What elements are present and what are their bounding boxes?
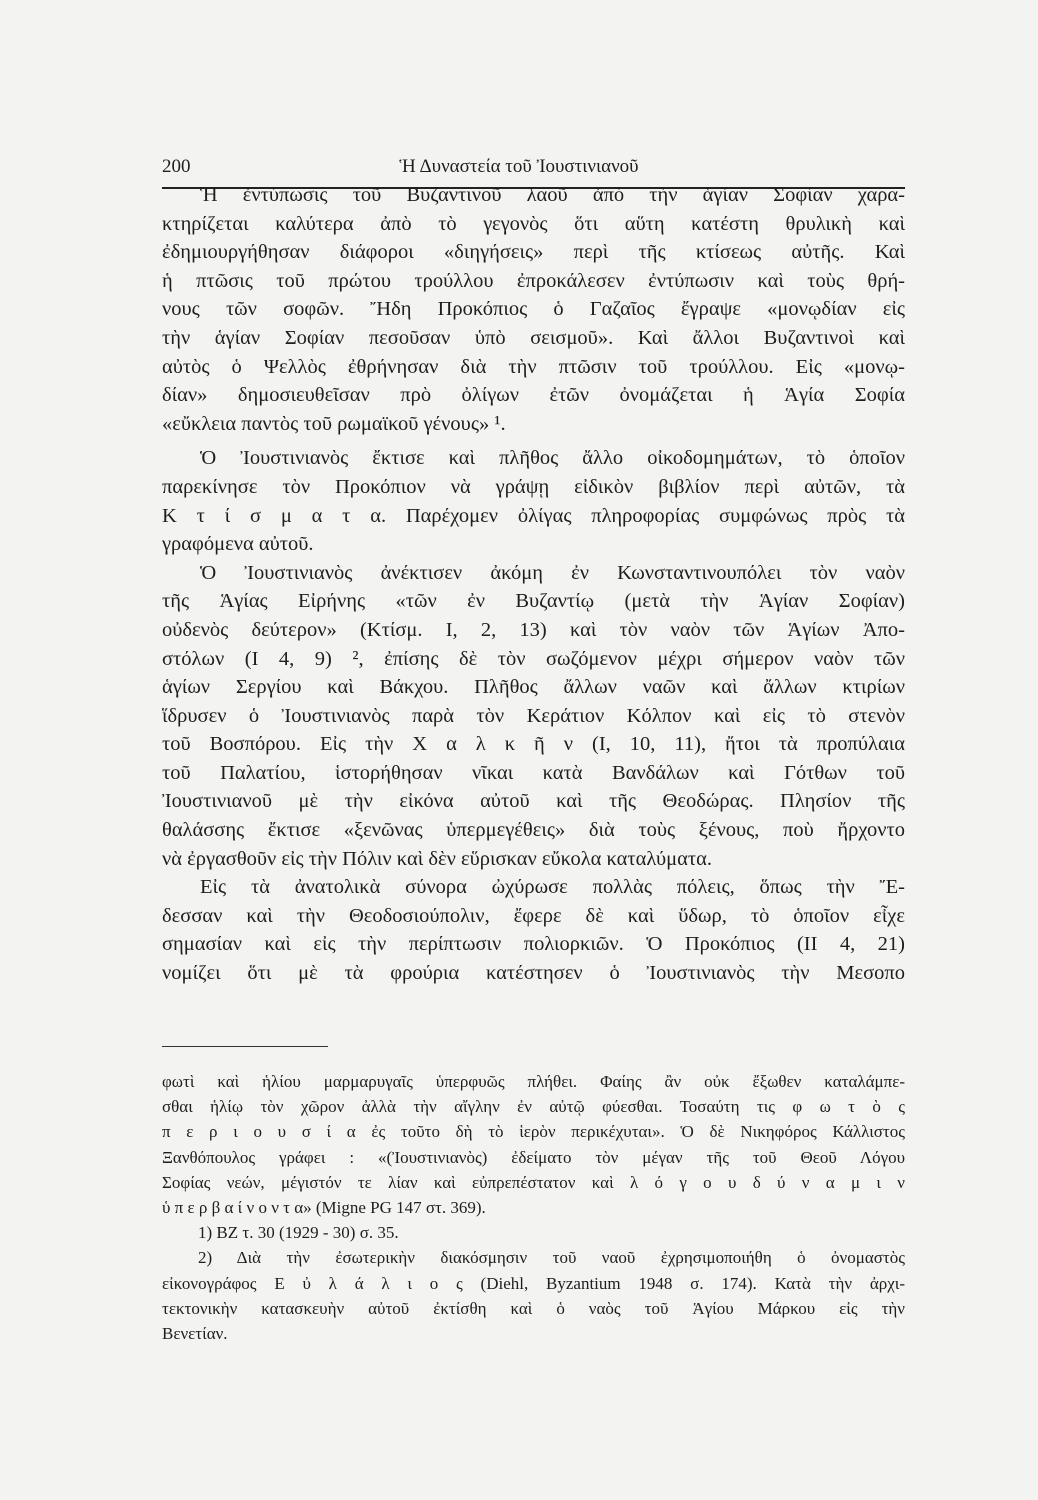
text-line: νομίζει ὅτι μὲ τὰ φρούρια κατέστησεν ὁ Ἰουστινιανὸς τὴν Μεσοπο — [162, 962, 905, 985]
footnote — [162, 1245, 905, 1346]
text-line: οὐδενὸς δεύτερον» (Κτίσμ. I, 2, 13) καὶ τὸν ναὸν τῶν Ἁγίων Ἀπο- — [162, 618, 905, 641]
text-line: Κ τ ί σ μ α τ α. Παρέχομεν ὀλίγας πληροφορίας συμφώνως πρὸς τὰ — [162, 504, 905, 527]
paragraph — [162, 181, 905, 438]
text-line: νους τῶν σοφῶν. Ἤδη Προκόπιος ὁ Γαζαῖος ἔγραψε «μονῳδίαν εἰς — [162, 298, 905, 321]
footnote — [162, 1220, 905, 1245]
text-line: στόλων (I 4, 9) ², ἐπίσης δὲ τὸν σωζόμενον μέχρι σήμερον ναὸν τῶν — [162, 647, 905, 670]
text-line: 1) BZ τ. 30 (1929 - 30) σ. 35. — [198, 1223, 399, 1243]
text-line: ἁγίων Σεργίου καὶ Βάκχου. Πλῆθος ἄλλων ναῶν καὶ ἄλλων κτιρίων — [162, 676, 905, 699]
running-title: Ἡ Δυναστεία τοῦ Ἰουστινιανοῦ — [399, 156, 639, 177]
text-line: γραφόμενα αὐτοῦ. — [162, 533, 314, 556]
text-line: δεσσαν καὶ τὴν Θεοδοσιούπολιν, ἔφερε δὲ καὶ ὕδωρ, τὸ ὁποῖον εἶχε — [162, 904, 905, 927]
text-line: σημασίαν καὶ εἰς τὴν περίπτωσιν πολιορκιῶν. Ὁ Προκόπιος (II 4, 21) — [162, 933, 905, 956]
paragraph — [162, 873, 905, 987]
text-line: «εὔκλεια παντὸς τοῦ ρωμαϊκοῦ γένους» ¹. — [162, 412, 506, 435]
text-line: δίαν» δημοσιευθεῖσαν πρὸ ὀλίγων ἐτῶν ὀνομάζεται ἡ Ἁγία Σοφία — [162, 384, 905, 407]
text-line: εἰκονογράφος Ε ὐ λ ά λ ι ο ς (Diehl, Byzantium 1948 σ. 174). Κατὰ τὴν ἀρχι- — [162, 1273, 905, 1293]
main-text — [162, 181, 905, 988]
text-line: Ἰουστινιανοῦ μὲ τὴν εἰκόνα αὐτοῦ καὶ τῆς Θεοδώρας. Πλησίον τῆς — [162, 790, 905, 813]
text-line: Σοφίας νεών, μέγιστόν τε λίαν καὶ εὐπρεπέστατον καὶ λ ό γ ο υ δ ύ ν α μ ι ν — [162, 1172, 905, 1192]
paragraph — [162, 444, 905, 558]
text-line: Ἡ ἐντύπωσις τοῦ Βυζαντινοῦ λαοῦ ἀπὸ τὴν ἁγίαν Σοφίαν χαρα- — [200, 184, 905, 206]
footnote — [162, 1069, 905, 1220]
text-line: φωτὶ καὶ ἡλίου μαρμαρυγαῖς ὑπερφυῶς πλήθει. Φαίης ἂν οὐκ ἔξωθεν καταλάμπε- — [162, 1072, 905, 1091]
paragraph — [162, 559, 905, 874]
text-line: τοῦ Παλατίου, ἱστορήθησαν νῖκαι κατὰ Βανδάλων καὶ Γότθων τοῦ — [162, 761, 905, 784]
text-line: Ὁ Ἰουστινιανὸς ἔκτισε καὶ πλῆθος ἄλλο οἰκοδομημάτων, τὸ ὁποῖον — [200, 447, 905, 470]
footnotes — [162, 1069, 905, 1346]
text-line: Ξανθόπουλος γράφει : «(Ἰουστινιανὸς) ἐδείματο τὸν μέγαν τῆς τοῦ Θεοῦ Λόγου — [162, 1147, 905, 1167]
text-line: τοῦ Βοσπόρου. Εἰς τὴν Χ α λ κ ῆ ν (I, 10, 11), ἤτοι τὰ προπύλαια — [162, 733, 905, 756]
text-line: παρεκίνησε τὸν Προκόπιον νὰ γράψῃ εἰδικὸν βιβλίον περὶ αὐτῶν, τὰ — [162, 475, 905, 498]
text-line: σθαι ἡλίῳ τὸν χῶρον ἀλλὰ τὴν αἴγλην ἐν αὐτῷ φύεσθαι. Τοσαύτη τις φ ω τ ὸ ς — [162, 1097, 905, 1117]
text-line: θαλάσσης ἔκτισε «ξενῶνας ὑπερμεγέθεις» διὰ τοὺς ξένους, ποὺ ἤρχοντο — [162, 819, 905, 842]
text-line: ἵδρυσεν ὁ Ἰουστινιανὸς παρὰ τὸν Κεράτιον Κόλπον καὶ εἰς τὸ στενὸν — [162, 704, 905, 727]
page-number: 200 — [162, 156, 191, 177]
text-line: κτηρίζεται καλύτερα ἀπὸ τὸ γεγονὸς ὅτι αὕτη κατέστη θρυλικὴ καὶ — [162, 212, 905, 235]
text-line: Εἰς τὰ ἀνατολικὰ σύνορα ὠχύρωσε πολλὰς πόλεις, ὅπως τὴν Ἔ- — [200, 876, 905, 899]
text-line: ὑ π ε ρ β α ί ν ο ν τ α» (Migne PG 147 στ. 369). — [162, 1197, 486, 1217]
text-line: τὴν ἁγίαν Σοφίαν πεσοῦσαν ὑπὸ σεισμοῦ». Καὶ ἄλλοι Βυζαντινοὶ καὶ — [162, 326, 905, 349]
text-line: Βενετίαν. — [162, 1323, 228, 1343]
text-line: νὰ ἐργασθοῦν εἰς τὴν Πόλιν καὶ δὲν εὕρισκαν εὔκολα καταλύματα. — [162, 847, 712, 870]
text-line: τῆς Ἁγίας Εἰρήνης «τῶν ἐν Βυζαντίῳ (μετὰ τὴν Ἁγίαν Σοφίαν) — [162, 590, 905, 613]
text-line: αὐτὸς ὁ Ψελλὸς ἐθρήνησαν διὰ τὴν πτῶσιν τοῦ τρούλλου. Εἰς «μονῳ- — [162, 355, 905, 378]
text-line: ἐδημιουργήθησαν διάφοροι «διηγήσεις» περὶ τῆς κτίσεως αὐτῆς. Καὶ — [162, 241, 905, 264]
text-line: τεκτονικὴν κατασκευὴν αὐτοῦ ἐκτίσθη καὶ ὁ ναὸς τοῦ Ἁγίου Μάρκου εἰς τὴν — [162, 1298, 905, 1318]
text-line: ἡ πτῶσις τοῦ πρώτου τρούλλου ἐπροκάλεσεν ἐντύπωσιν καὶ τοὺς θρή- — [162, 269, 905, 292]
text-line: Ὁ Ἰουστινιανὸς ἀνέκτισεν ἀκόμη ἐν Κωνσταντινουπόλει τὸν ναὸν — [200, 561, 905, 584]
text-line: π ε ρ ι ο υ σ ί α ἐς τοῦτο δὴ τὸ ἱερὸν περικέχυται». Ὁ δὲ Νικηφόρος Κάλλιστος — [162, 1122, 905, 1142]
text-line: 2) Διὰ τὴν ἐσωτερικὴν διακόσμησιν τοῦ ναοῦ ἐχρησιμοποιήθη ὁ ὀνομαστὸς — [198, 1248, 905, 1268]
footnote-separator — [162, 1046, 328, 1047]
